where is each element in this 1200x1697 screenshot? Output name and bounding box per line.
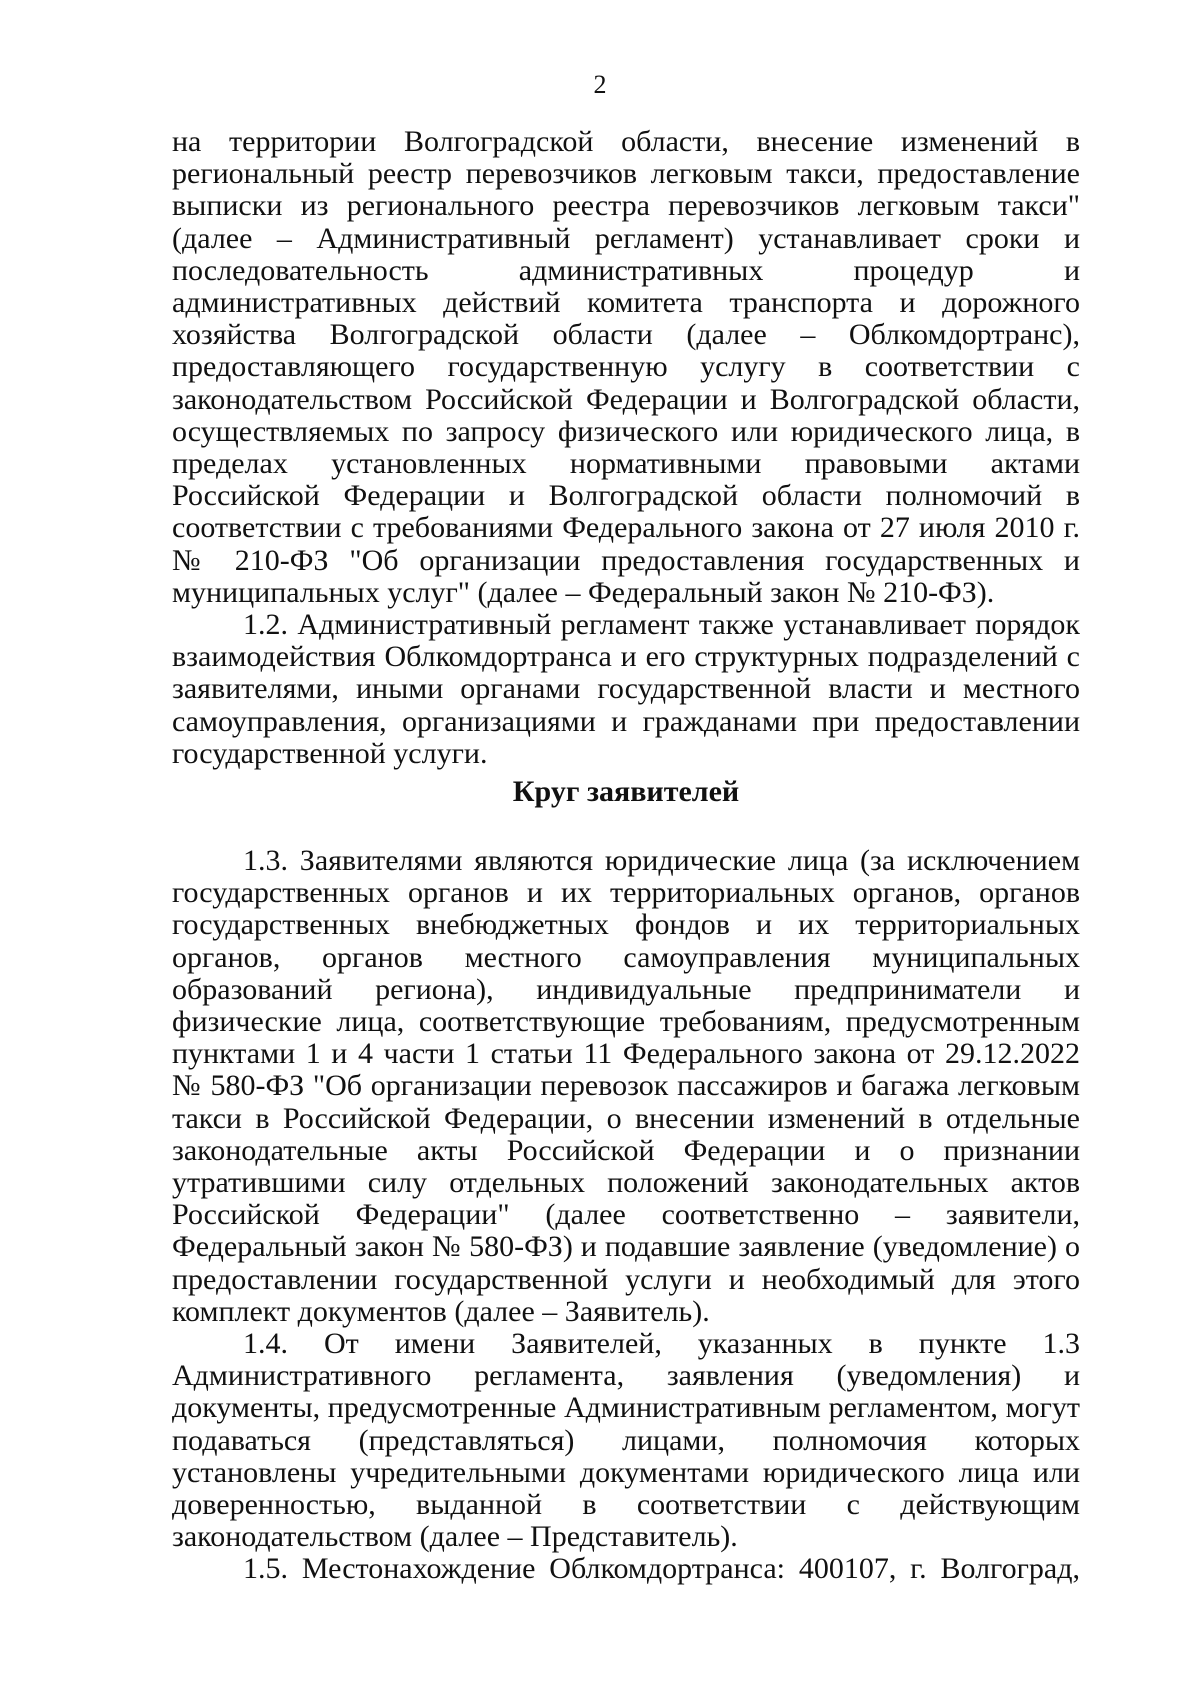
paragraph-1-4: 1.4. От имени Заявителей, указанных в пункте 1.3 Административного регламента, заявления (уведомления) и документы, предусмотренные Административным регламентом, могут подаваться (представляться) лицами, полномочия которых установлены учредительными документами юридического лица или доверенностью, выданной в соответствии с действующим законодательством (далее – Представитель). [172, 1327, 1080, 1554]
paragraph-1-3: 1.3. Заявителями являются юридические лица (за исключением государственных органов и их территориальных органов, органов государственных внебюджетных фондов и их территориальных органов, органов местного самоуправления муниципальных образований региона), индивидуальные предприниматели и физические лица, соответствующие требованиям, предусмотренным пунктами 1 и 4 части 1 статьи 11 Федерального закона от 29.12.2022 № 580-ФЗ "Об организации перевозок пассажиров и багажа легковым такси в Российской Федерации, о внесении изменений в отдельные законодательные акты Российской Федерации и о признании утратившими силу отдельных положений законодательных актов Российской Федерации" (далее соответственно – заявители, Федеральный закон № 580-ФЗ) и подавшие заявление (уведомление) о предоставлении государственной услуги и необходимый для этого комплект документов (далее – Заявитель). [172, 844, 1080, 1328]
intro-text [172, 126, 1080, 770]
section-text [172, 845, 1080, 1586]
paragraph-1-5: 1.5. Местонахождение Облкомдортранса: 400107, г. Волгоград, [243, 1552, 1080, 1586]
section-heading: Круг заявителей [512, 775, 740, 808]
paragraph-1-2: 1.2. Административный регламент также устанавливает порядок взаимодействия Облкомдортранса и его структурных подразделений с заявителями, иными органами государственной власти и местного самоуправления, организациями и гражданами при предоставлении государственной услуги. [172, 608, 1080, 770]
paragraph-1-1-continuation: на территории Волгоградской области, внесение изменений в региональный реестр перевозчиков легковым такси, предоставление выписки из регионального реестра перевозчиков легковым такси" (далее – Административный регламент) устанавливает сроки и последовательность административных процедур и административных действий комитета транспорта и дорожного хозяйства Волгоградской области (далее – Облкомдортранс), предоставляющего государственную услугу в соответствии с законодательством Российской Федерации и Волгоградской области, осуществляемых по запросу физического или юридического лица, в пределах установленных нормативными правовыми актами Российской Федерации и Волгоградской области полномочий в соответствии с требованиями Федерального закона от 27 июля 2010 г. № 210-ФЗ "Об организации предоставления государственных и муниципальных услуг" (далее – Федеральный закон № 210-ФЗ). [172, 125, 1080, 609]
page-number: 2 [593, 70, 607, 99]
